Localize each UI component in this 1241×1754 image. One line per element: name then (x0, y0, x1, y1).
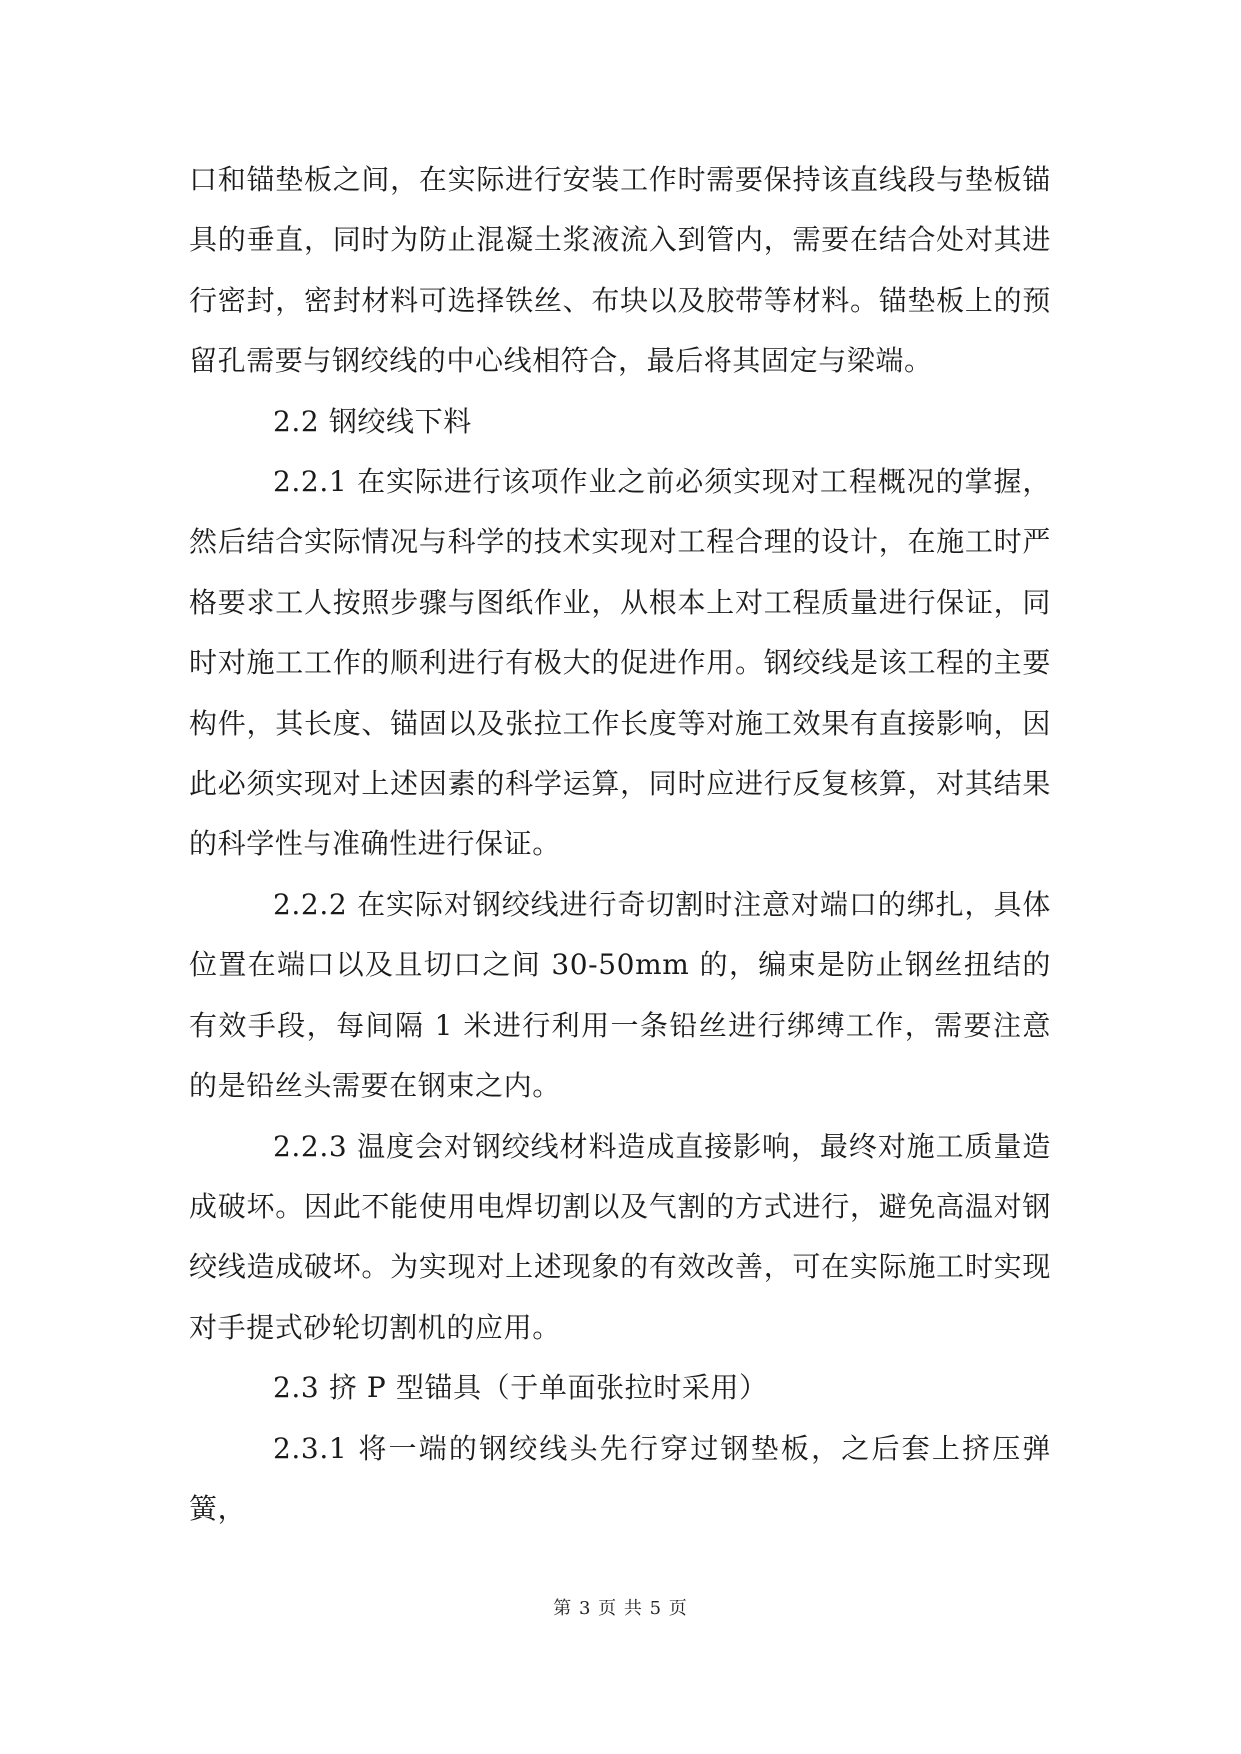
section-heading-2-2: 2.2 钢绞线下料 (273, 404, 472, 438)
section-heading-2-3: 2.3 挤 P 型锚具（于单面张拉时采用） (273, 1371, 768, 1405)
document-body (189, 150, 1051, 1539)
page-number-footer: 第 3 页 共 5 页 (553, 1598, 688, 1619)
paragraph-anchor-installation: 口和锚垫板之间，在实际进行安装工作时需要保持该直线段与垫板锚具的垂直，同时为防止混凝土浆液流入到管内，需要在结合处对其进行密封，密封材料可选择铁丝、布块以及胶带等材料。锚垫板上的预留孔需要与钢绞线的中心线相符合，最后将其固定与梁端。 (189, 163, 1051, 378)
paragraph-2-3-1: 2.3.1 将一端的钢绞线头先行穿过钢垫板，之后套上挤压弹簧， (189, 1431, 1051, 1525)
paragraph-2-2-2: 2.2.2 在实际对钢绞线进行奇切割时注意对端口的绑扎，具体位置在端口以及且切口之间 30-50mm 的，编束是防止钢丝扭结的有效手段，每间隔 1 米进行利用一条铅丝进行绑缚工作，需要注意的是铅丝头需要在钢束之内。 (189, 887, 1051, 1103)
paragraph-2-2-1: 2.2.1 在实际进行该项作业之前必须实现对工程概况的掌握，然后结合实际情况与科学的技术实现对工程合理的设计，在施工时严格要求工人按照步骤与图纸作业，从根本上对工程质量进行保证，同时对施工工作的顺利进行有极大的促进作用。钢绞线是该工程的主要构件，其长度、锚固以及张拉工作长度等对施工效果有直接影响，因此必须实现对上述因素的科学运算，同时应进行反复核算，对其结果的科学性与准确性进行保证。 (189, 465, 1051, 861)
paragraph-2-2-3: 2.2.3 温度会对钢绞线材料造成直接影响，最终对施工质量造成破坏。因此不能使用电焊切割以及气割的方式进行，避免高温对钢绞线造成破坏。为实现对上述现象的有效改善，可在实际施工时实现对手提式砂轮切割机的应用。 (189, 1129, 1051, 1344)
